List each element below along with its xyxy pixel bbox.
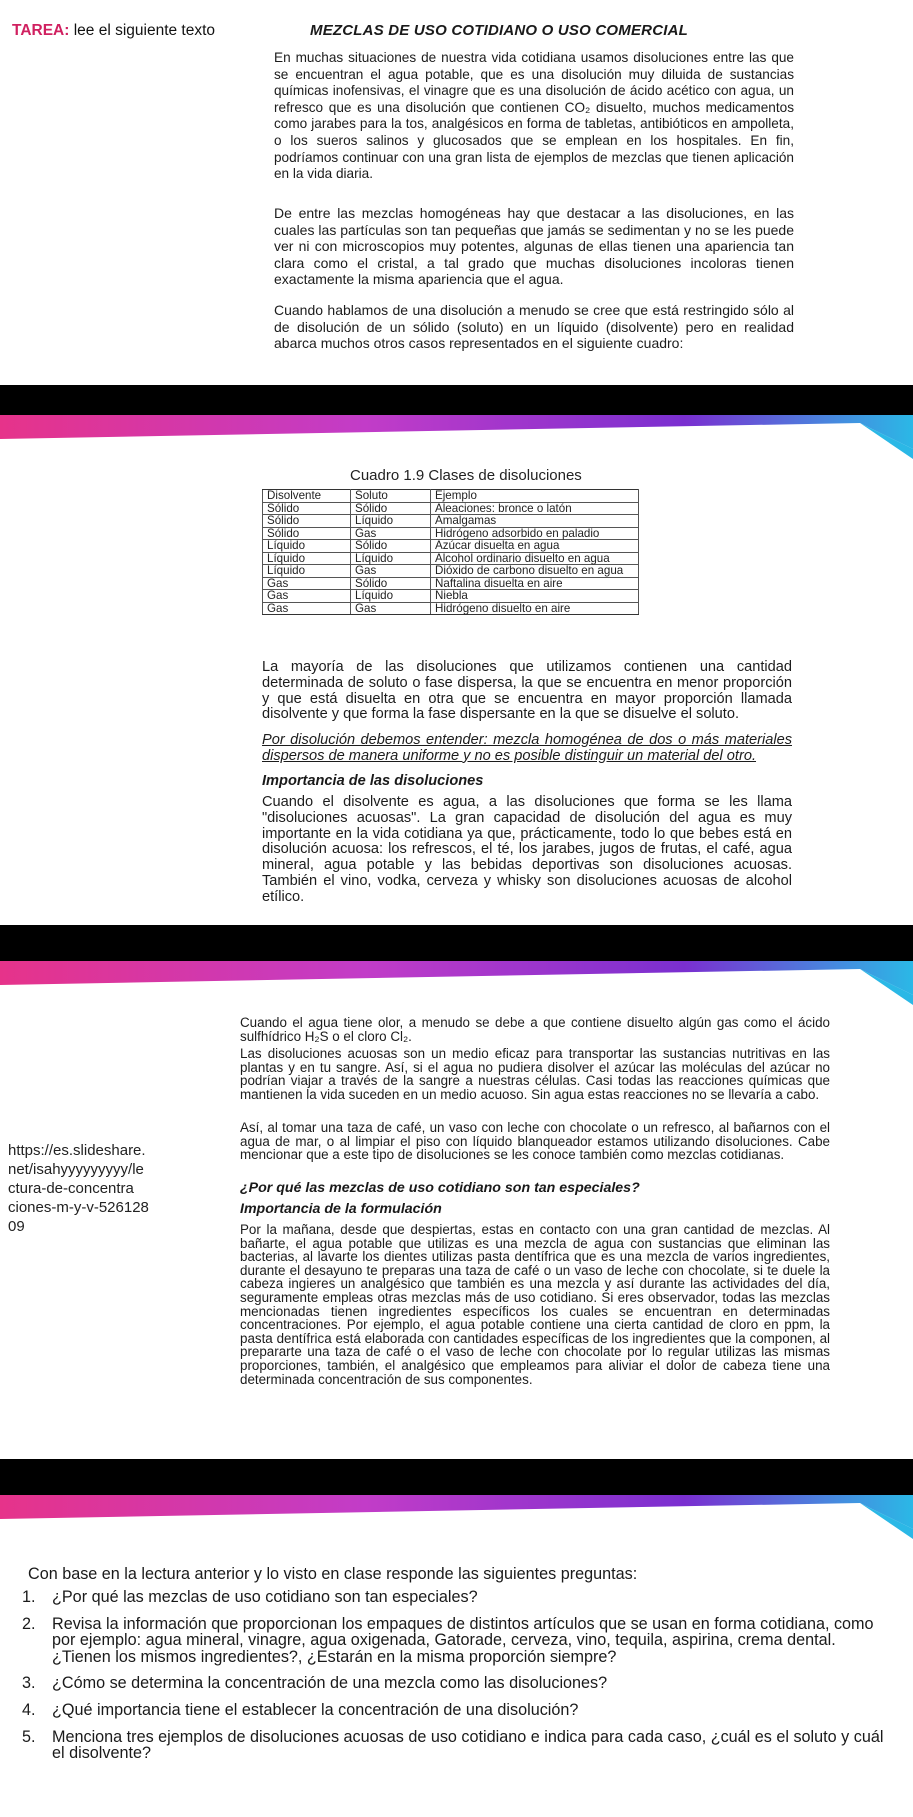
question-text: ¿Qué importancia tiene el establecer la concentración de una disolución? [52, 1700, 579, 1719]
task-instruction [12, 22, 215, 40]
questions-list [14, 1589, 904, 1772]
question-text: ¿Por qué las mezclas de uso cotidiano son tan especiales? [52, 1588, 478, 1606]
section3-question: ¿Por qué las mezclas de uso cotidiano son tan especiales? [240, 1180, 640, 1196]
table-cell: Gas [351, 602, 431, 615]
table-section [0, 415, 913, 925]
paragraph-2: De entre las mezclas homogéneas hay que destacar a las disoluciones, en las cuales las partículas son tan pequeñas que jamás se sedimentan y no se les puede ver ni con microscopios muy potentes, algunas de ellas tienen una apariencia tan clara como el cristal, a tal grado que muchas disoluciones incoloras tienen exactamente la misma apariencia que el agua. [274, 205, 794, 288]
table-cell: Líquido [351, 515, 431, 528]
decorative-stripe [0, 1495, 913, 1539]
table-cell: Líquido [351, 552, 431, 565]
black-band-2 [0, 925, 913, 961]
solution-definition: Por disolución debemos entender: mezcla homogénea de dos o más materiales dispersos de manera uniforme y no es posible distinguir un material del otro. [262, 732, 792, 764]
section3-paragraph-4: Por la mañana, desde que despiertas, estas en contacto con una gran cantidad de mezclas. Al bañarte, el agua potable que utilizas es una mezcla de agua con sustancias que eliminan las bacterias, al lavarte los dientes utilizas pasta dentífrica que es una mezcla de varios ingredientes, durante el desayuno te preparas una taza de café o un vaso de leche con chocolate, si te duele la cabeza ingieres un analgésico que también es una mezcla y así durante las actividades del día, seguramente empleas otras mezclas más de uso cotidiano. Si eres observador, todas las mezclas mencionadas tienen ingredientes específicos los cuales se encuentran en determinadas concentraciones. Por ejemplo, el agua potable contiene una cierta cantidad de cloro en ppm, la pasta dentífrica está elaborada con cantidades específicas de los ingredientes que la componen, al prepararte una taza de café o el vaso de leche con chocolate por lo regular utilizas las mismas proporciones, también, el analgésico que empleamos para aliviar el dolor de cabeza tiene una determinada concentración de sus componentes. [240, 1222, 830, 1387]
section2-heading: Importancia de las disoluciones [262, 773, 484, 789]
table-cell: Dióxido de carbono disuelto en agua [431, 565, 639, 578]
table-row [263, 602, 639, 615]
questions-section [0, 1495, 913, 1817]
section2-paragraph-2: Cuando el disolvente es agua, a las disoluciones que forma se les llama "disoluciones acuosas". La gran capacidad de disolución del agua es muy importante en la vida cotidiana ya que, prácticamente, todo lo que bebes está en disolución acuosa: los refrescos, el té, los jarabes, jugos de frutas, el café, agua mineral, agua potable y las bebidas deportivas son disoluciones acuosas. También el vino, vodka, cerveza y whisky son disoluciones acuosas de alcohol etílico. [262, 794, 792, 905]
paragraph-1: En muchas situaciones de nuestra vida cotidiana usamos disoluciones entre las que se encuentran el agua potable, que es una disolución muy diluida de sustancias químicas inofensivas, el vinagre que es una disolución de ácido acético con agua, un refresco que es una disolución que contienen CO₂ disuelto, muchos medicamentos como jarabes para la tos, analgésicos en forma de tabletas, antibióticos en ampolleta, o los sueros salinos y glucosados que se emplean en los hospitales. En fin, podríamos continuar con una gran lista de ejemplos de mezclas que tienen aplicación en la vida diaria. [274, 50, 794, 182]
table-cell: Sólido [351, 577, 431, 590]
question-text: Revisa la información que proporcionan los empaques de distintos artículos que se usan en forma cotidiana, como por ejemplo: agua mineral, vinagre, agua oxigenada, Gatorade, cerveza, vino, tequila, aspirina, crema dental. ¿Tienen los mismos ingredientes?, ¿Estarán en la misma proporción siempre? [52, 1614, 874, 1666]
question-number: 4. [22, 1700, 36, 1719]
table-row [263, 565, 639, 578]
table-cell: Niebla [431, 590, 639, 603]
table-row [263, 502, 639, 515]
table-cell: Hidrógeno disuelto en aire [431, 602, 639, 615]
task-label: TAREA: [12, 22, 70, 39]
question-text: Menciona tres ejemplos de disoluciones acuosas de uso cotidiano e indica para cada caso, ¿cuál es el soluto y cuál el disolvente? [52, 1727, 884, 1763]
question-item [14, 1589, 904, 1606]
question-text: ¿Cómo se determina la concentración de una mezcla como las disoluciones? [52, 1674, 608, 1693]
decorative-stripe [0, 961, 913, 1005]
table-cell: Aleaciones: bronce o latón [431, 502, 639, 515]
table-cell: Azúcar disuelta en agua [431, 540, 639, 553]
table-cell: Líquido [351, 590, 431, 603]
section2-paragraph-1: La mayoría de las disoluciones que utilizamos contienen una cantidad determinada de soluto o fase dispersa, la que se encuentra en menor proporción y que está disuelta en otra que se encuentra en mayor proporción llamada disolvente y que forma la fase dispersante en la que se disuelve el soluto. [262, 659, 792, 723]
question-number: 2. [22, 1614, 36, 1633]
task-text: lee el siguiente texto [73, 22, 216, 39]
question-item [14, 1616, 904, 1666]
question-item [14, 1729, 904, 1762]
section3-paragraph-3: Así, al tomar una taza de café, un vaso con leche con chocolate o un refresco, al bañarnos con el agua de mar, o al limpiar el piso con líquido blanqueador estamos utilizando disoluciones. Cabe mencionar que a este tipo de disoluciones se les conoce también como mezclas cotidianas. [240, 1120, 830, 1163]
table-cell: Gas [263, 590, 351, 603]
table-cell: Amalgamas [431, 515, 639, 528]
question-number: 1. [22, 1588, 36, 1606]
section3-paragraph-2: Las disoluciones acuosas son un medio eficaz para transportar las sustancias nutritivas en las plantas y en tu sangre. Así, si el agua no pudiera disolver el azúcar las moléculas del azúcar no podrían viajar a través de la sangre a nuestras células. Casi todas las reacciones químicas que mantienen la vida suceden en un medio acuoso. Sin agua estas reacciones no se llevaría a cabo. [240, 1046, 830, 1102]
table-row [263, 515, 639, 528]
solutions-table [262, 489, 639, 615]
formulation-section [0, 961, 913, 1459]
question-item [14, 1675, 904, 1692]
table-cell: Sólido [263, 502, 351, 515]
table-row [263, 590, 639, 603]
question-item [14, 1702, 904, 1719]
table-cell: Líquido [263, 540, 351, 553]
questions-intro: Con base en la lectura anterior y lo visto en clase responde las siguientes preguntas: [28, 1565, 638, 1583]
table-cell: Gas [351, 565, 431, 578]
document-title: MEZCLAS DE USO COTIDIANO O USO COMERCIAL [310, 22, 689, 39]
table-row [263, 540, 639, 553]
source-url [8, 1141, 238, 1236]
table-header-cell: Disolvente [263, 490, 351, 503]
section3-heading: Importancia de la formulación [240, 1201, 442, 1217]
question-number: 5. [22, 1727, 36, 1746]
table-row [263, 527, 639, 540]
source-url-line: net/isahyyyyyyyyy/le [8, 1161, 144, 1178]
table-cell: Hidrógeno adsorbido en paladio [431, 527, 639, 540]
black-band-3 [0, 1459, 913, 1495]
source-url-line: 09 [8, 1218, 25, 1235]
table-row [263, 577, 639, 590]
table-cell: Sólido [351, 540, 431, 553]
table-header-cell: Soluto [351, 490, 431, 503]
table-cell: Alcohol ordinario disuelto en agua [431, 552, 639, 565]
decorative-stripe [0, 415, 913, 459]
paragraph-3: Cuando hablamos de una disolución a menudo se cree que está restringido sólo al de disolución de un sólido (soluto) en un líquido (disolvente) pero en realidad abarca muchos otros casos representados en el siguiente cuadro: [274, 302, 794, 352]
source-url-line: ciones-m-y-v-526128 [8, 1199, 149, 1216]
table-cell: Gas [263, 602, 351, 615]
question-number: 3. [22, 1674, 36, 1693]
intro-section [0, 0, 913, 385]
section3-paragraph-1: Cuando el agua tiene olor, a menudo se debe a que contiene disuelto algún gas como el ácido sulfhídrico H₂S o el cloro Cl₂. [240, 1015, 830, 1044]
table-header-cell: Ejemplo [431, 490, 639, 503]
source-url-line: https://es.slideshare. [8, 1142, 146, 1159]
table-cell: Gas [263, 577, 351, 590]
table-cell: Sólido [263, 515, 351, 528]
table-cell: Líquido [263, 565, 351, 578]
black-band-1 [0, 385, 913, 415]
table-row [263, 552, 639, 565]
table-title: Cuadro 1.9 Clases de disoluciones [350, 467, 582, 484]
table-header-row [263, 490, 639, 503]
table-cell: Naftalina disuelta en aire [431, 577, 639, 590]
table-cell: Líquido [263, 552, 351, 565]
table-cell: Sólido [263, 527, 351, 540]
table-cell: Gas [351, 527, 431, 540]
table-cell: Sólido [351, 502, 431, 515]
source-url-line: ctura-de-concentra [8, 1180, 134, 1197]
